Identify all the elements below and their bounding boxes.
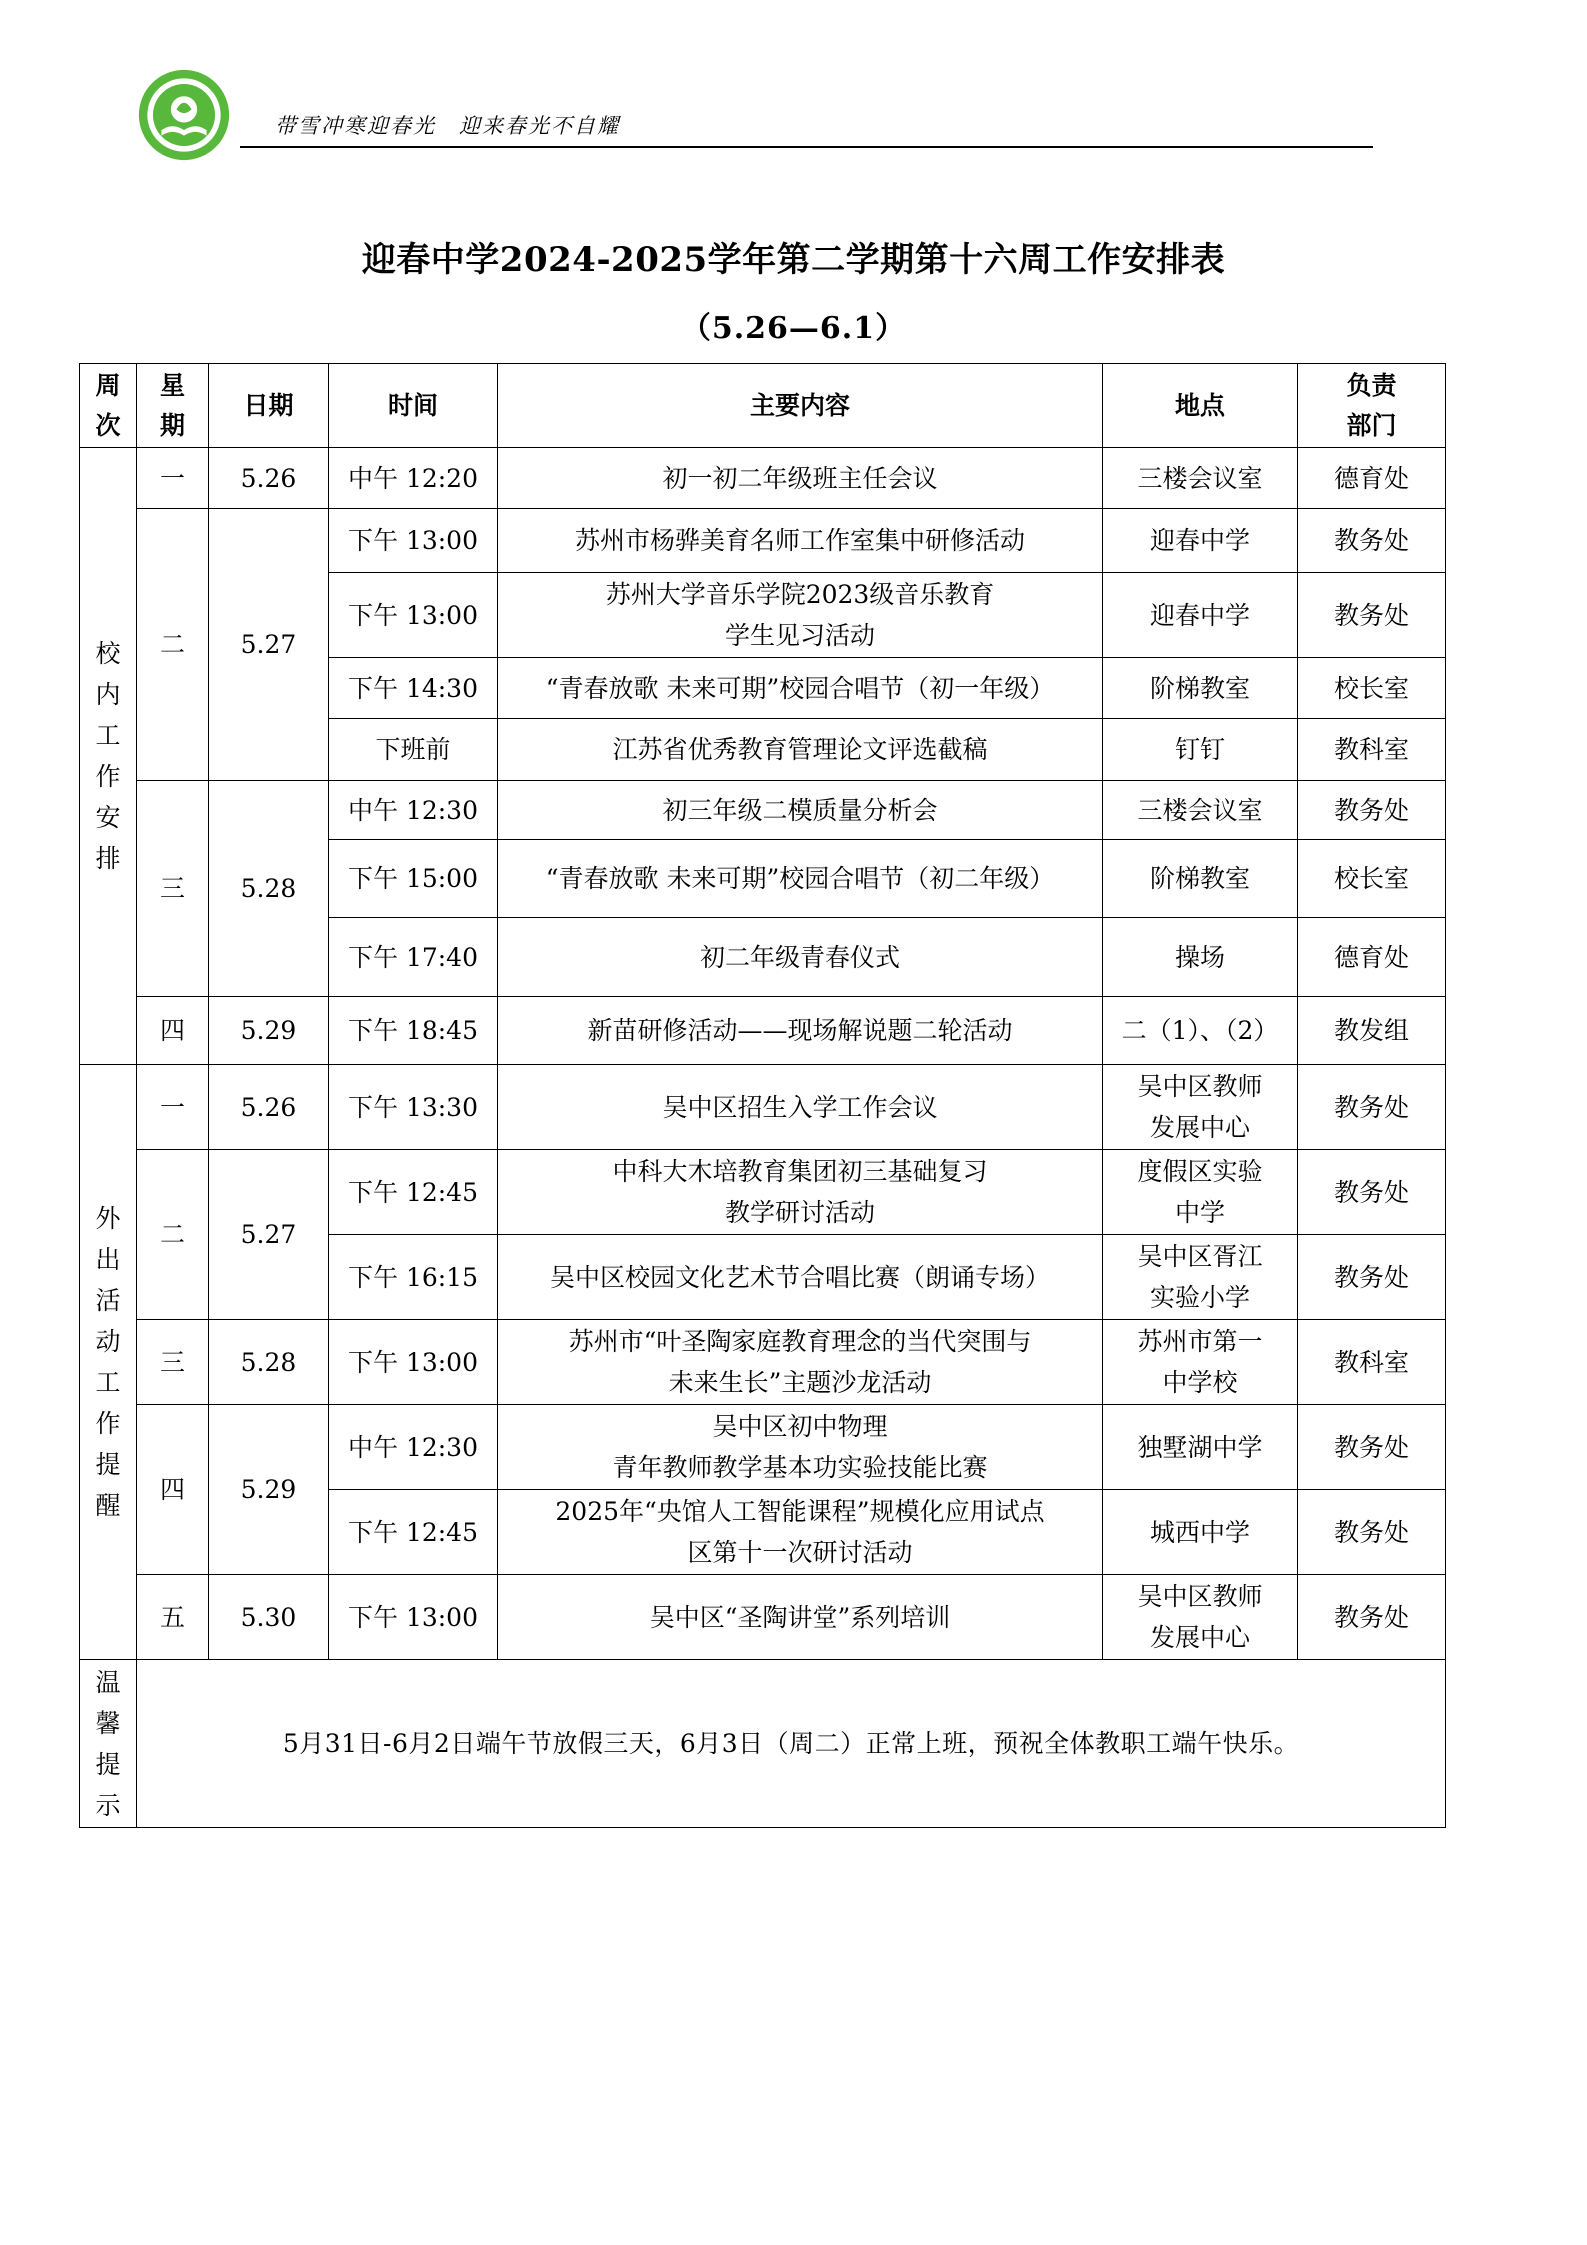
dept-cell: 教务处 — [1298, 1405, 1446, 1490]
reminder-text: 5月31日-6月2日端午节放假三天，6月3日（周二）正常上班，预祝全体教职工端午快乐。 — [137, 1660, 1446, 1828]
location-cell: 三楼会议室 — [1103, 781, 1298, 840]
content-cell: 吴中区校园文化艺术节合唱比赛（朗诵专场） — [498, 1235, 1103, 1320]
day-cell: 三 — [137, 1320, 209, 1405]
table-row — [80, 1405, 1446, 1490]
time-cell: 中午 12:20 — [329, 448, 498, 509]
location-cell: 城西中学 — [1103, 1490, 1298, 1575]
content-cell: 初二年级青春仪式 — [498, 918, 1103, 997]
column-header-date: 日期 — [209, 364, 329, 448]
dept-cell: 教务处 — [1298, 1150, 1446, 1235]
location-cell: 阶梯教室 — [1103, 658, 1298, 719]
date-cell: 5.30 — [209, 1575, 329, 1660]
location-cell: 独墅湖中学 — [1103, 1405, 1298, 1490]
content-cell: 中科大木培教育集团初三基础复习 教学研讨活动 — [498, 1150, 1103, 1235]
date-cell: 5.29 — [209, 1405, 329, 1575]
dept-cell: 教务处 — [1298, 1065, 1446, 1150]
table-row — [80, 997, 1446, 1065]
column-header-week: 周 次 — [80, 364, 137, 448]
content-cell: 苏州市“叶圣陶家庭教育理念的当代突围与 未来生长”主题沙龙活动 — [498, 1320, 1103, 1405]
time-cell: 下午 13:00 — [329, 509, 498, 573]
content-cell: 吴中区初中物理 青年教师教学基本功实验技能比赛 — [498, 1405, 1103, 1490]
dept-cell: 教务处 — [1298, 781, 1446, 840]
location-cell: 操场 — [1103, 918, 1298, 997]
header-motto: 带雪冲寒迎春光 迎来春光不自耀 — [275, 114, 620, 138]
column-header-time: 时间 — [329, 364, 498, 448]
content-cell: 初三年级二模质量分析会 — [498, 781, 1103, 840]
section-label-reminder: 温 馨 提 示 — [80, 1660, 137, 1828]
location-cell: 二（1）、（2） — [1103, 997, 1298, 1065]
dept-cell: 教务处 — [1298, 509, 1446, 573]
dept-cell: 德育处 — [1298, 918, 1446, 997]
day-cell: 一 — [137, 448, 209, 509]
day-cell: 三 — [137, 781, 209, 997]
location-cell: 吴中区教师 发展中心 — [1103, 1065, 1298, 1150]
time-cell: 下午 12:45 — [329, 1490, 498, 1575]
day-cell: 二 — [137, 509, 209, 781]
date-cell: 5.26 — [209, 448, 329, 509]
table-row — [80, 509, 1446, 573]
dept-cell: 校长室 — [1298, 658, 1446, 719]
dept-cell: 教务处 — [1298, 1235, 1446, 1320]
dept-cell: 教务处 — [1298, 1575, 1446, 1660]
time-cell: 中午 12:30 — [329, 781, 498, 840]
column-header-dept: 负责 部门 — [1298, 364, 1446, 448]
dept-cell: 德育处 — [1298, 448, 1446, 509]
dept-cell: 教发组 — [1298, 997, 1446, 1065]
column-header-content: 主要内容 — [498, 364, 1103, 448]
content-cell: 吴中区“圣陶讲堂”系列培训 — [498, 1575, 1103, 1660]
table-row — [80, 781, 1446, 840]
location-cell: 迎春中学 — [1103, 573, 1298, 658]
content-cell: 苏州大学音乐学院2023级音乐教育 学生见习活动 — [498, 573, 1103, 658]
content-cell: 苏州市杨骅美育名师工作室集中研修活动 — [498, 509, 1103, 573]
table-row — [80, 1150, 1446, 1235]
date-range: （5.26—6.1） — [680, 311, 907, 346]
table-row — [80, 1575, 1446, 1660]
header-divider — [240, 146, 1373, 148]
time-cell: 中午 12:30 — [329, 1405, 498, 1490]
location-cell: 度假区实验 中学 — [1103, 1150, 1298, 1235]
location-cell: 钉钉 — [1103, 719, 1298, 781]
table-row — [80, 1320, 1446, 1405]
content-cell: 吴中区招生入学工作会议 — [498, 1065, 1103, 1150]
dept-cell: 教科室 — [1298, 1320, 1446, 1405]
time-cell: 下午 17:40 — [329, 918, 498, 997]
time-cell: 下班前 — [329, 719, 498, 781]
schedule-body — [80, 448, 1446, 1828]
date-cell: 5.29 — [209, 997, 329, 1065]
time-cell: 下午 15:00 — [329, 840, 498, 918]
location-cell: 吴中区教师 发展中心 — [1103, 1575, 1298, 1660]
section-label-outside: 外 出 活 动 工 作 提 醒 — [80, 1065, 137, 1660]
location-cell: 阶梯教室 — [1103, 840, 1298, 918]
time-cell: 下午 18:45 — [329, 997, 498, 1065]
day-cell: 一 — [137, 1065, 209, 1150]
day-cell: 四 — [137, 1405, 209, 1575]
time-cell: 下午 12:45 — [329, 1150, 498, 1235]
content-cell: 2025年“央馆人工智能课程”规模化应用试点 区第十一次研讨活动 — [498, 1490, 1103, 1575]
time-cell: 下午 13:00 — [329, 573, 498, 658]
time-cell: 下午 13:30 — [329, 1065, 498, 1150]
date-cell: 5.28 — [209, 1320, 329, 1405]
reminder-row — [80, 1660, 1446, 1828]
location-cell: 迎春中学 — [1103, 509, 1298, 573]
content-cell: “青春放歌 未来可期”校园合唱节（初二年级） — [498, 840, 1103, 918]
section-label-school: 校 内 工 作 安 排 — [80, 448, 137, 1065]
time-cell: 下午 13:00 — [329, 1575, 498, 1660]
date-cell: 5.26 — [209, 1065, 329, 1150]
schedule-table — [79, 363, 1446, 1828]
page-title: 迎春中学2024-2025学年第二学期第十六周工作安排表 — [361, 240, 1226, 280]
time-cell: 下午 13:00 — [329, 1320, 498, 1405]
content-cell: “青春放歌 未来可期”校园合唱节（初一年级） — [498, 658, 1103, 719]
table-header-row — [80, 364, 1446, 448]
time-cell: 下午 16:15 — [329, 1235, 498, 1320]
content-cell: 初一初二年级班主任会议 — [498, 448, 1103, 509]
table-row — [80, 448, 1446, 509]
date-cell: 5.28 — [209, 781, 329, 997]
column-header-day: 星 期 — [137, 364, 209, 448]
date-cell: 5.27 — [209, 509, 329, 781]
content-cell: 江苏省优秀教育管理论文评选截稿 — [498, 719, 1103, 781]
location-cell: 苏州市第一 中学校 — [1103, 1320, 1298, 1405]
column-header-location: 地点 — [1103, 364, 1298, 448]
dept-cell: 教务处 — [1298, 1490, 1446, 1575]
school-emblem-icon — [137, 68, 231, 162]
day-cell: 五 — [137, 1575, 209, 1660]
location-cell: 吴中区胥江 实验小学 — [1103, 1235, 1298, 1320]
location-cell: 三楼会议室 — [1103, 448, 1298, 509]
date-cell: 5.27 — [209, 1150, 329, 1320]
time-cell: 下午 14:30 — [329, 658, 498, 719]
dept-cell: 校长室 — [1298, 840, 1446, 918]
dept-cell: 教科室 — [1298, 719, 1446, 781]
day-cell: 四 — [137, 997, 209, 1065]
dept-cell: 教务处 — [1298, 573, 1446, 658]
day-cell: 二 — [137, 1150, 209, 1320]
table-row — [80, 1065, 1446, 1150]
content-cell: 新苗研修活动——现场解说题二轮活动 — [498, 997, 1103, 1065]
